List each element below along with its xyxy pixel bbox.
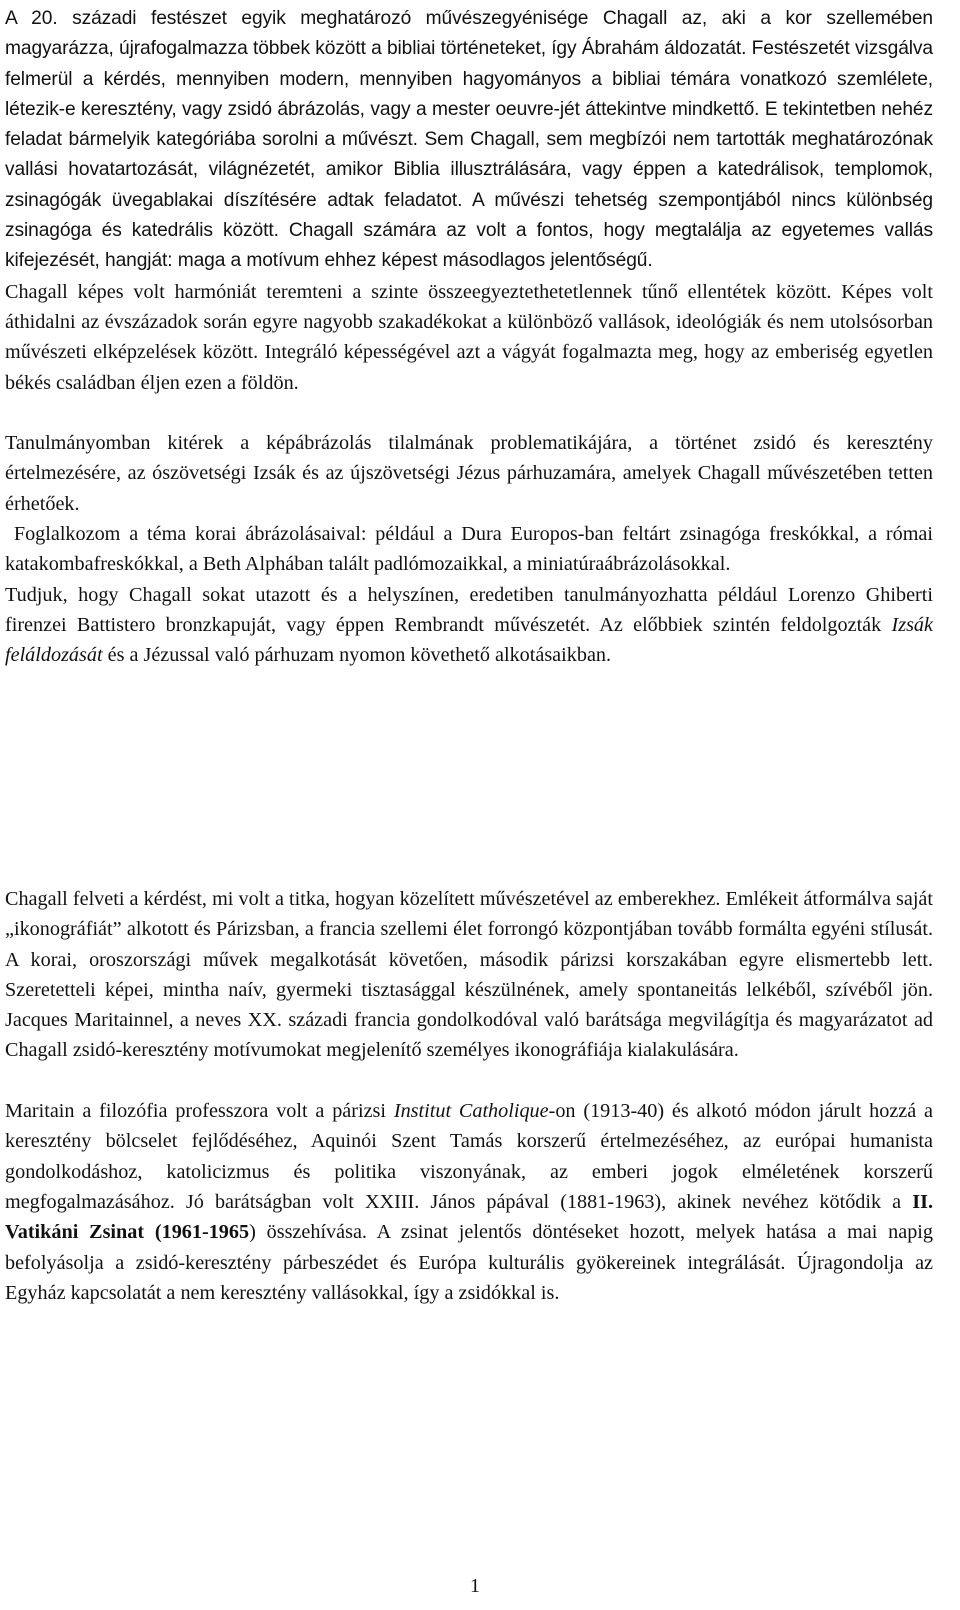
paragraph-intro: A 20. századi festészet egyik meghatározó művészegyénisége Chagall az, aki a kor szellemében magyarázza, újrafogalmazza többek között a bibliai történeteket, így Ábrahám áldozatát. Festészetét vizsgálva felmerül a kérdés, mennyiben modern, mennyiben hagyományos a bibliai témára vonatkozó szemlélete, létezik-e keresztény, vagy zsidó ábrázolás, vagy a mester oeuvre-jét áttekintve mindkettő. E tekintetben nehéz feladat bármelyik kategóriába sorolni a művészt. Sem Chagall, sem megbízói nem tartották meghatározónak vallási hovatartozását, világnézetét, amikor Biblia illusztrálására, vagy éppen a katedrálisok, templomok, zsinagógák üvegablakai díszítésére adtak feladatot. A művészi tehetség szempontjából nincs különbség zsinagóga és katedrális között. Chagall számára az volt a fontos, hogy megtalálja az egyetemes vallás kifejezését, hangját: maga a motívum ehhez képest másodlagos jelentőségű. <box>5 8 933 272</box>
paragraph-maritain-text-b: -on (1913-40) és alkotó módon járult hozzá a keresztény bölcselet fejlődéséhez, Aquinói Szent Tamás korszerű értelmezéséhez, az európai humanista gondolkodáshoz, katolicizmus és politika viszonyának, az emberi jogok elméletének korszerű megfogalmazásához. Jó barátságban volt XXIII. János pápával (1881-1963), akinek nevéhez kötődik a <box>5 1100 934 1213</box>
italic-institut-catholique: Institut Catholique <box>393 1100 549 1123</box>
paragraph-early-depictions: Foglalkozom a téma korai ábrázolásaival: például a Dura Europos-ban feltárt zsinagóga freskókkal, a római katakombafreskókkal, a Beth Alphában talált padlómozaikkal, a miniatúraábrázolásokkal. <box>5 523 939 576</box>
bold-vatican-council: II. Vatikáni Zsinat (1961-1965 <box>5 1190 933 1244</box>
paragraph-maritain-text-c: ) összehívása. A zsinat jelentős döntéseket hozott, melyek hatása a mai napig befolyásolja a zsidó-keresztény párbeszédet és Európa kulturális gyökereinek integrálását. Újragondolja az Egyház kapcsolatát a nem keresztény vallásokkal, így a zsidókkal is. <box>5 1221 933 1304</box>
text-block-bottom <box>5 884 944 1308</box>
spacer <box>5 1066 933 1096</box>
paragraph-study: Tanulmányomban kitérek a képábrázolás tilalmának problematikájára, a történet zsidó és keresztény értelmezésére, az ószövetségi Izsák és az újszövetségi Jézus párhuzamára, amelyek Chagall művészetében tetten érhetőek. <box>5 432 933 515</box>
paragraph-maritain-text-a: Maritain a filozófia professzora volt a párizsi <box>5 1100 394 1123</box>
text-block-top <box>5 4 939 671</box>
paragraph-travels <box>5 580 933 671</box>
italic-title-izsak: Izsák feláldozását <box>5 613 933 667</box>
paragraph-travels-text-a: Tudjuk, hogy Chagall sokat utazott és a helyszínen, eredetiben tanulmányozhatta például Lorenzo Ghiberti firenzei Battistero bronzkapuját, vagy éppen Rembrandt művészetét. Az előbbiek szintén feldolgozták <box>5 583 933 636</box>
paragraph-travels-text-b: és a Jézussal való párhuzam nyomon követhető alkotásaikban. <box>102 644 612 667</box>
paragraph-iconography: Chagall felveti a kérdést, mi volt a titka, hogyan közelített művészetével az emberekhez. Emlékeit átformálva saját „ikonográfiát” alkotott és Párizsban, a francia szellemi élet forrongó központjában tovább formálta egyéni stílusát. A korai, oroszországi művek megalkotását követően, második párizsi korszakában egyre elismertebb lett. Szeretetteli képei, mintha naív, gyermeki tisztasággal készülnének, amely spontaneitás lelkéből, szívéből jön. Jacques Maritainnel, a neves XX. századi francia gondolkodóval való barátsága megvilágítja és magyarázatot ad Chagall zsidó-keresztény motívumokat megjelenítő személyes ikonográfiája kialakulására. <box>5 888 944 1062</box>
spacer <box>5 398 933 428</box>
paragraph-maritain <box>5 1096 933 1308</box>
page-number: 1 <box>470 1575 480 1597</box>
paragraph-harmony: Chagall képes volt harmóniát teremteni a szinte összeegyeztethetetlennek tűnő ellentétek között. Képes volt áthidalni az évszázadok során egyre nagyobb szakadékokat a különböző vallások, ideológiák és nem utolsósorban művészeti elképzelések között. Integráló képességével azt a vágyát fogalmazta meg, hogy az emberiség egyetlen békés családban éljen ezen a földön. <box>5 280 933 394</box>
